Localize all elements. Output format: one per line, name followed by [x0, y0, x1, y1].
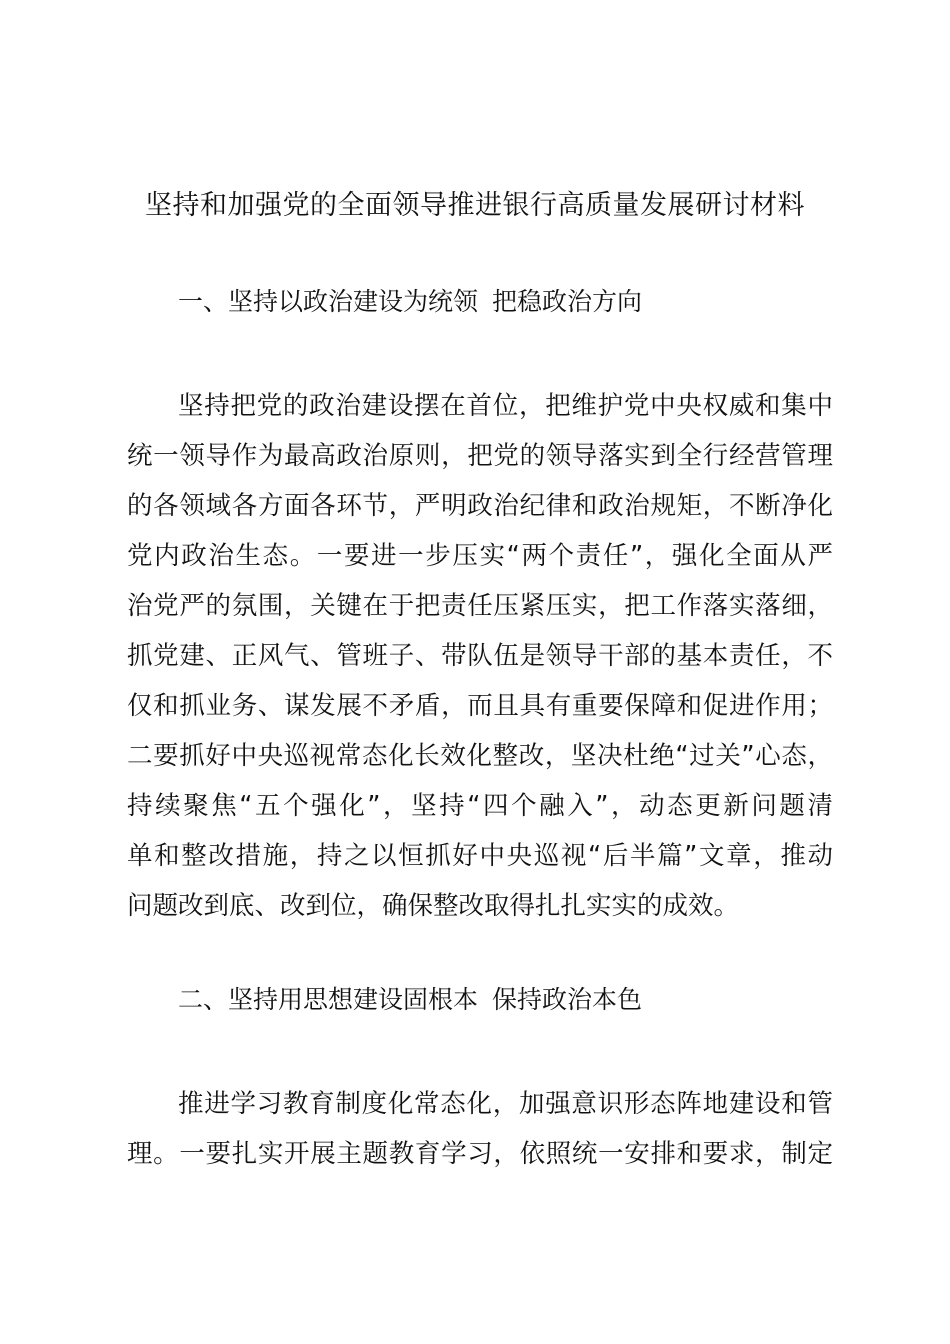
paragraph-line: 仅和抓业务、谋发展不矛盾，而且具有重要保障和促进作用；: [127, 691, 833, 721]
section-1-paragraph: [127, 381, 833, 931]
section-heading-1-sub: 把稳政治方向: [492, 287, 643, 316]
paragraph-line: 推进学习教育制度化常态化，加强意识形态阵地建设和管: [178, 1089, 833, 1119]
paragraph-line: 问题改到底、改到位，确保整改取得扎扎实实的成效。: [127, 891, 740, 921]
paragraph-line: 治党严的氛围，关键在于把责任压紧压实，把工作落实落细，: [127, 591, 833, 621]
paragraph-line: 单和整改措施，持之以恒抓好中央巡视“后半篇”文章，推动: [127, 841, 833, 871]
section-heading-2: [178, 982, 642, 1018]
paragraph-line: 的各领域各方面各环节，严明政治纪律和政治规矩，不断净化: [127, 491, 833, 521]
document-title: 坚持和加强党的全面领导推进银行高质量发展研讨材料: [145, 190, 805, 221]
paragraph-line: 理。一要扎实开展主题教育学习，依照统一安排和要求，制定: [127, 1139, 833, 1169]
paragraph-line: 坚持把党的政治建设摆在首位，把维护党中央权威和集中: [178, 391, 833, 421]
section-heading-1-main: 一、坚持以政治建设为统领: [178, 287, 479, 316]
section-heading-2-sub: 保持政治本色: [492, 985, 643, 1014]
section-heading-2-main: 二、坚持用思想建设固根本: [178, 985, 479, 1014]
section-2-paragraph: [127, 1079, 833, 1179]
paragraph-line: 党内政治生态。一要进一步压实“两个责任”，强化全面从严: [127, 541, 833, 571]
paragraph-line: 持续聚焦“五个强化”，坚持“四个融入”，动态更新问题清: [127, 791, 833, 821]
section-heading-1: [178, 284, 642, 320]
paragraph-line: 统一领导作为最高政治原则，把党的领导落实到全行经营管理: [127, 441, 833, 471]
paragraph-line: 抓党建、正风气、管班子、带队伍是领导干部的基本责任，不: [127, 641, 833, 671]
paragraph-line: 二要抓好中央巡视常态化长效化整改，坚决杜绝“过关”心态，: [127, 741, 833, 771]
